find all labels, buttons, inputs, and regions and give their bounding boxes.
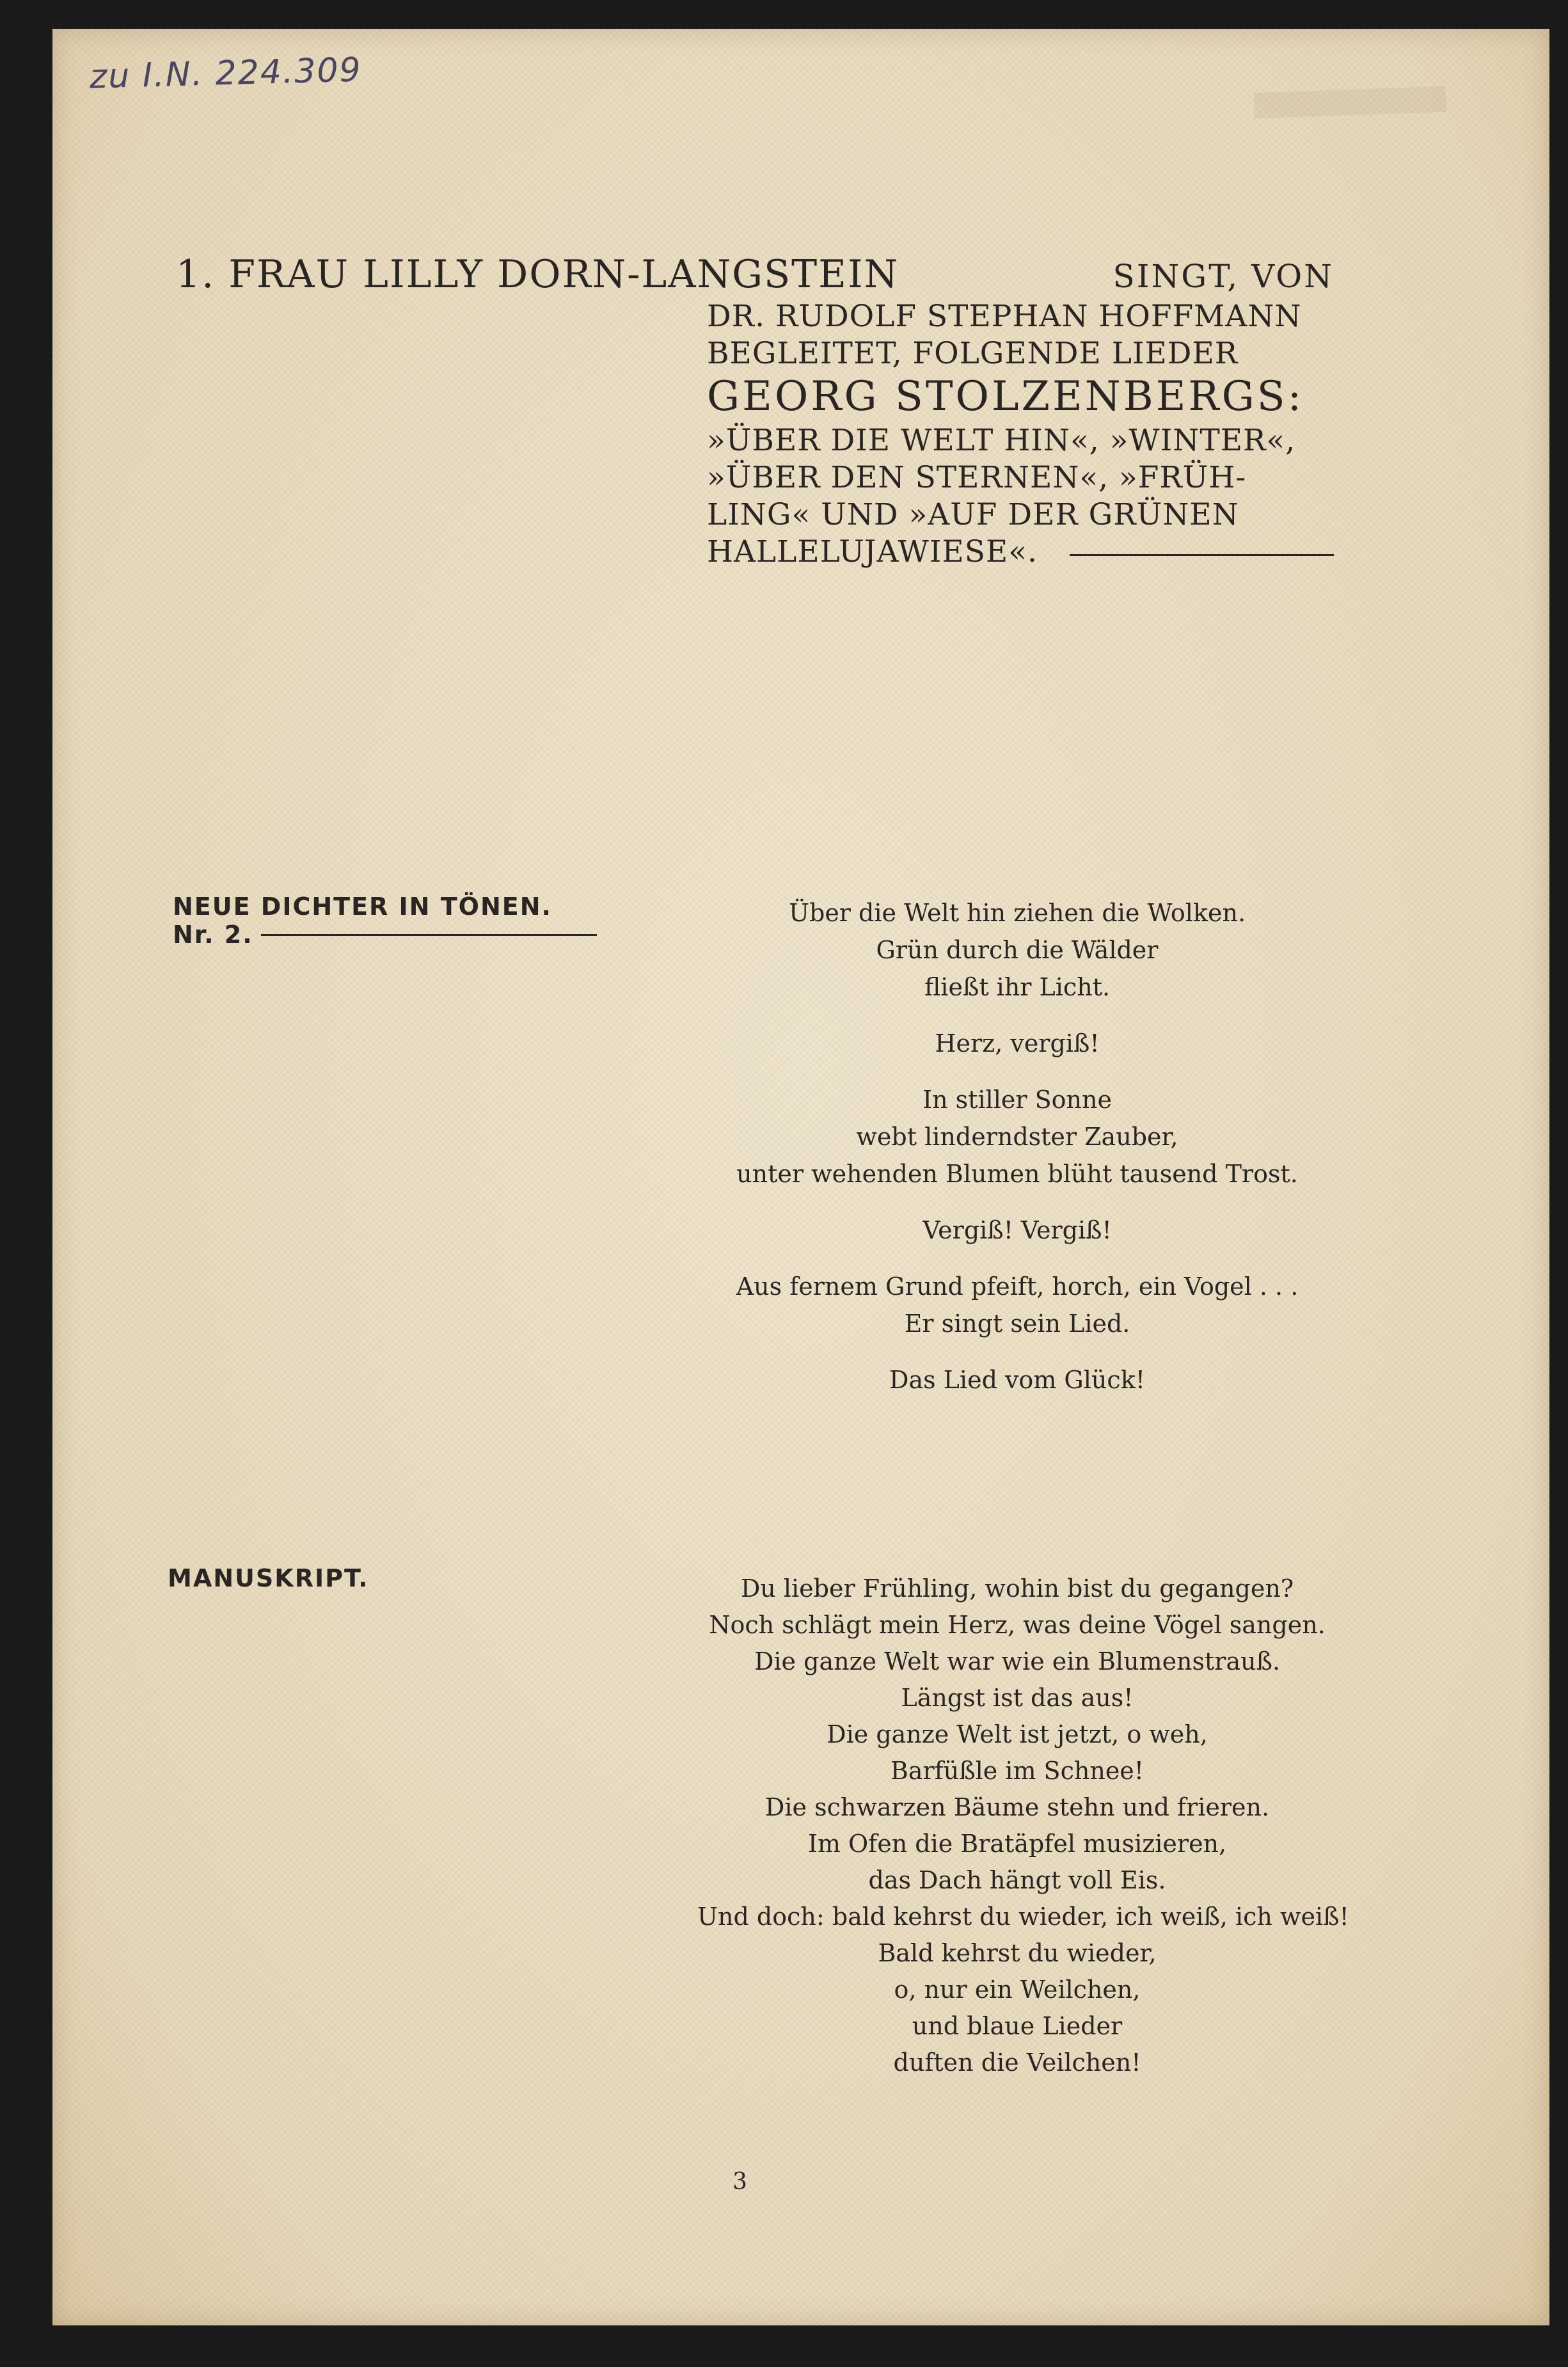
poem-line: Er singt sein Lied.	[904, 1310, 1130, 1338]
heading-line: DR. RUDOLF STEPHAN HOFFMANN	[707, 299, 1302, 334]
poem-line: Und doch: bald kehrst du wieder, ich weiß, ich weiß!	[697, 1903, 1349, 1931]
poem-line: Die schwarzen Bäume stehn und frieren.	[764, 1793, 1270, 1821]
heading-line: HALLELUJAWIESE«.	[707, 534, 1038, 569]
poem-line: unter wehenden Blumen blüht tausend Trost.	[736, 1160, 1298, 1188]
heading-first-line	[176, 253, 1334, 297]
poem-ueber-die-welt-hin	[697, 894, 1337, 1418]
heading-last-line	[707, 535, 1334, 569]
poem-line: fließt ihr Licht.	[924, 973, 1111, 1001]
handwritten-inventory-note: zu I.N. 224.309	[89, 51, 363, 97]
heading-line: BEGLEITET, FOLGENDE LIEDER	[707, 336, 1239, 372]
label-line: MANUSKRIPT.	[168, 1564, 369, 1592]
poem-line: Die ganze Welt ist jetzt, o weh,	[827, 1720, 1208, 1748]
poem-line: Längst ist das aus!	[901, 1684, 1134, 1712]
page-number: 3	[733, 2169, 747, 2195]
poem-line: Barfüßle im Schnee!	[890, 1757, 1144, 1785]
heading-line: »ÜBER DEN STERNEN«, »FRÜH-	[707, 459, 1247, 495]
poem-line: und blaue Lieder	[912, 2012, 1123, 2040]
poem-line: Du lieber Frühling, wohin bist du gegangen?	[740, 1574, 1294, 1603]
poem-line: o, nur ein Weilchen,	[894, 1975, 1141, 2004]
poem-line: Die ganze Welt war wie ein Blumenstrauß.	[754, 1647, 1281, 1675]
program-heading	[176, 253, 1334, 569]
poem-line: Herz, vergiß!	[935, 1029, 1100, 1057]
poem-line: duften die Veilchen!	[893, 2048, 1141, 2077]
poem-winter	[697, 1571, 1349, 2081]
section-label-manuskript	[168, 1564, 369, 1592]
poem-line: das Dach hängt voll Eis.	[868, 1866, 1166, 1894]
poem-stanza	[697, 894, 1337, 1006]
poem-line: In stiller Sonne	[923, 1086, 1112, 1114]
poem-line: Im Ofen die Bratäpfel musizieren,	[807, 1830, 1227, 1858]
section-label-neue-dichter	[173, 892, 597, 949]
heading-rule	[1070, 554, 1334, 556]
heading-line: »ÜBER DIE WELT HIN«, »WINTER«,	[707, 422, 1296, 458]
poem-line: Grün durch die Wälder	[876, 936, 1159, 964]
heading-lead: 1. FRAU LILLY DORN-LANGSTEIN	[176, 252, 899, 297]
label-line: NEUE DICHTER IN TÖNEN.	[173, 892, 552, 921]
poem-stanza	[697, 1361, 1337, 1398]
poem-line: Das Lied vom Glück!	[889, 1366, 1145, 1394]
poem-line: Vergiß! Vergiß!	[923, 1216, 1112, 1244]
composer-name: GEORG STOLZENBERGS:	[707, 373, 1304, 421]
heading-block	[707, 299, 1334, 569]
heading-line: LING« UND »AUF DER GRÜNEN	[707, 496, 1239, 532]
label-rule	[261, 934, 597, 936]
poem-stanza	[697, 1081, 1337, 1192]
poem-stanza	[697, 1268, 1337, 1342]
heading-lead-tail: SINGT, VON	[1113, 258, 1334, 295]
poem-stanza	[697, 1025, 1337, 1062]
poem-line: Über die Welt hin ziehen die Wolken.	[788, 899, 1246, 927]
poem-line: webt linderndster Zauber,	[856, 1123, 1178, 1151]
poem-line: Noch schlägt mein Herz, was deine Vögel sangen.	[709, 1611, 1326, 1639]
label-number: Nr. 2.	[173, 921, 253, 949]
label-line-with-rule	[173, 921, 597, 949]
poem-stanza	[697, 1212, 1337, 1249]
poem-line: Bald kehrst du wieder,	[878, 1939, 1157, 1967]
poem-line: Aus fernem Grund pfeift, horch, ein Vogel . . .	[736, 1272, 1299, 1301]
